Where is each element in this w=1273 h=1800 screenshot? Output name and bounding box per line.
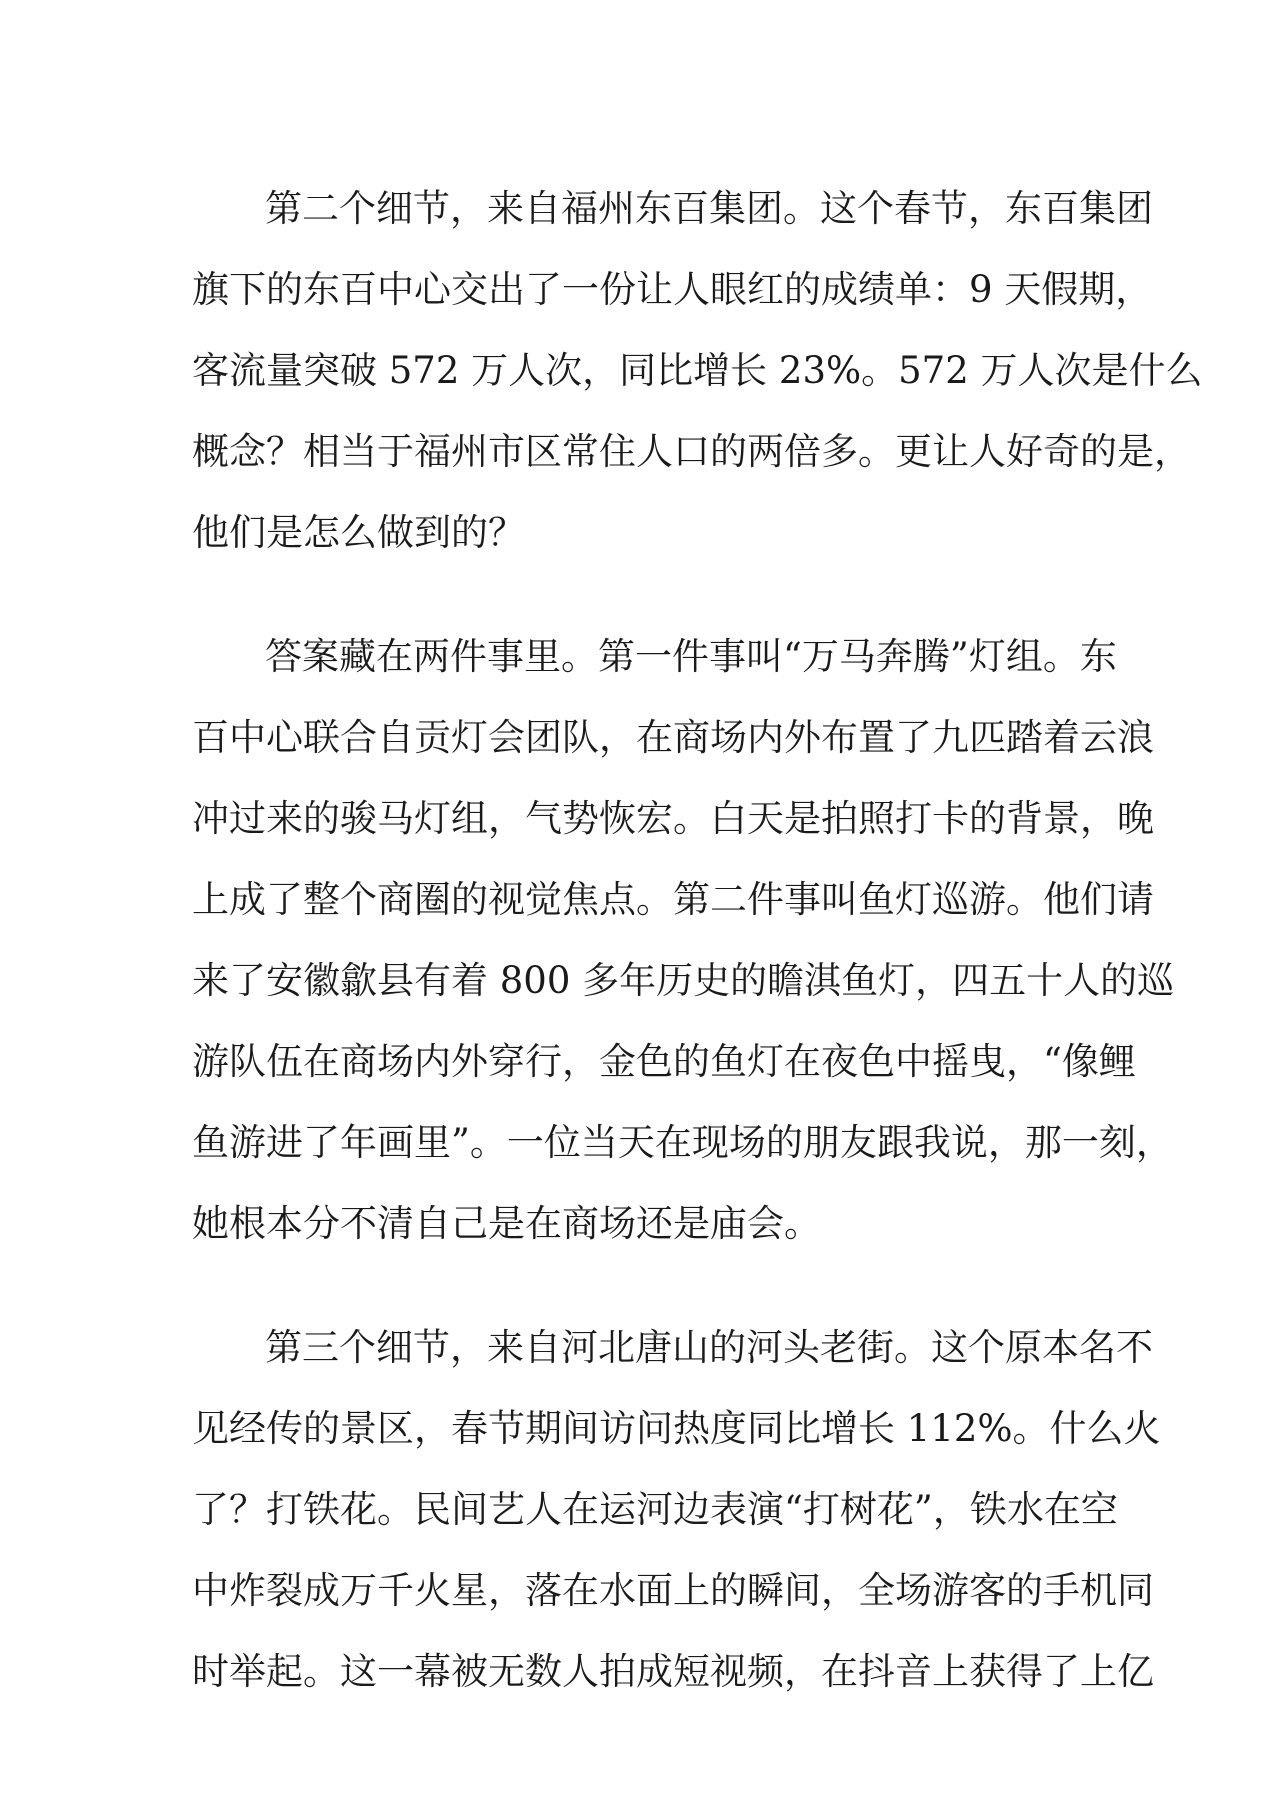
text-line: 来了安徽歙县有着 800 多年历史的瞻淇鱼灯，四五十人的巡 [192,959,1175,1002]
text-line: 她根本分不清自己是在商场还是庙会。 [192,1202,821,1245]
text-line: 中炸裂成万千火星，落在水面上的瞬间，全场游客的手机同 [192,1569,1154,1612]
text-line: 冲过来的骏马灯组，气势恢宏。白天是拍照打卡的背景，晚 [192,797,1154,840]
text-line: 见经传的景区，春节期间访问热度同比增长 112%。什么火 [192,1407,1161,1450]
text-line: 第三个细节，来自河北唐山的河头老街。这个原本名不 [265,1326,1153,1369]
text-line: 旗下的东百中心交出了一份让人眼红的成绩单：9 天假期， [192,268,1153,311]
text-line: 时举起。这一幕被无数人拍成短视频，在抖音上获得了上亿 [192,1650,1154,1693]
text-line: 百中心联合自贡灯会团队，在商场内外布置了九匹踏着云浪 [192,716,1154,759]
text-line: 上成了整个商圈的视觉焦点。第二件事叫鱼灯巡游。他们请 [192,878,1154,921]
text-line: 他们是怎么做到的？ [192,511,525,554]
paragraph-answer [192,616,1175,1264]
text-line: 游队伍在商场内外穿行，金色的鱼灯在夜色中摇曳，“像鲤 [192,1040,1136,1083]
text-line: 答案藏在两件事里。第一件事叫“万马奔腾”灯组。东 [265,635,1117,678]
document-body [192,168,1203,1755]
paragraph-hetou [192,1307,1161,1712]
text-line: 第二个细节，来自福州东百集团。这个春节，东百集团 [265,187,1153,230]
text-line: 鱼游进了年画里”。一位当天在现场的朋友跟我说，那一刻， [192,1121,1173,1164]
text-line: 概念？相当于福州市区常住人口的两倍多。更让人好奇的是， [192,430,1191,473]
paragraph-dongbai [192,168,1203,573]
text-line: 了？打铁花。民间艺人在运河边表演“打树花”，铁水在空 [192,1488,1118,1531]
text-line: 客流量突破 572 万人次，同比增长 23%。572 万人次是什么 [192,349,1203,392]
